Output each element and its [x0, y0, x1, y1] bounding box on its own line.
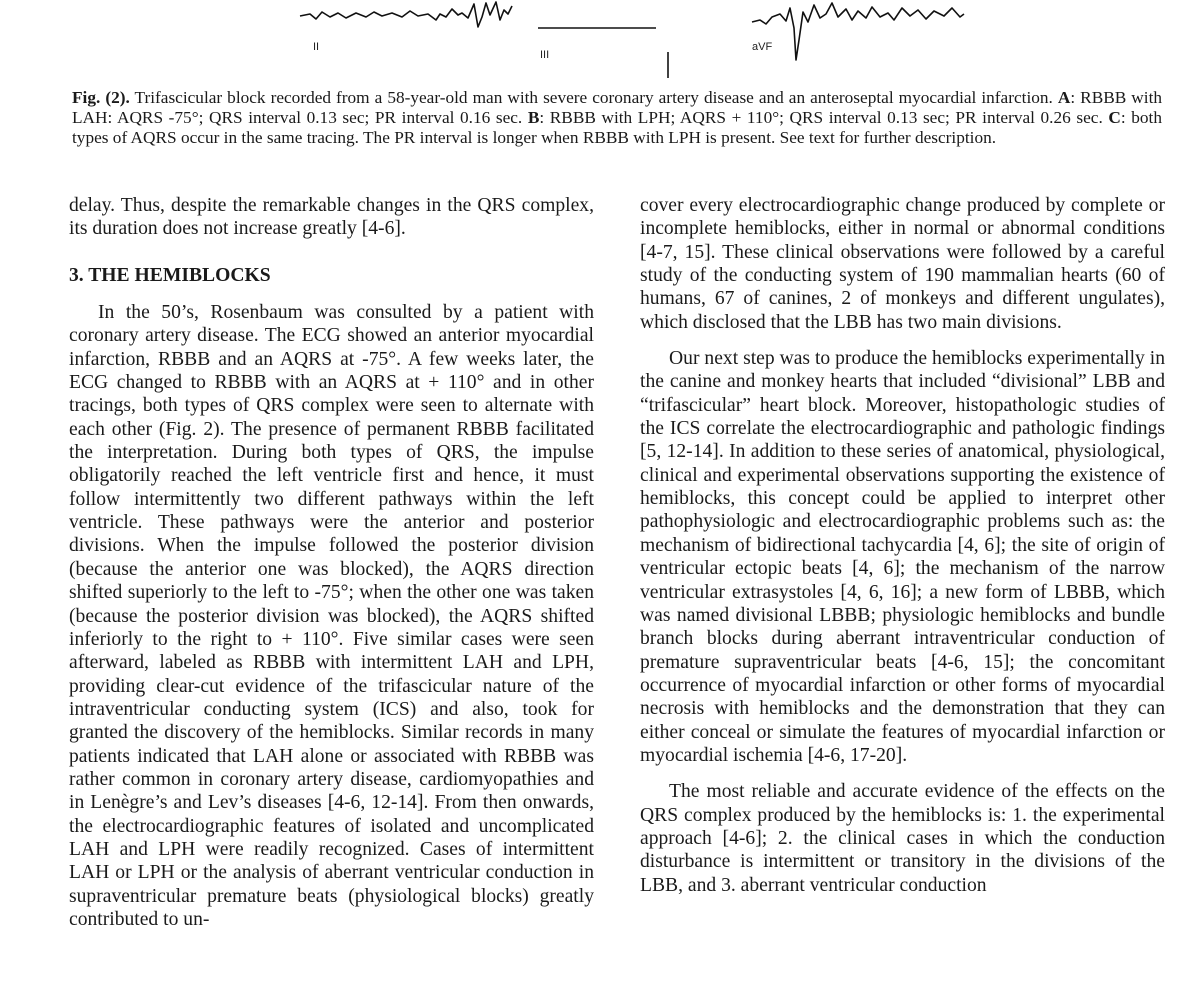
caption-label-c: C — [1108, 108, 1121, 128]
left-continued-paragraph: delay. Thus, despite the remarkable changes in the QRS complex, its duration does not increase greatly [4-6]. — [69, 195, 594, 240]
right-column — [640, 194, 1165, 897]
right-continued-paragraph: cover every electrocardiographic change produced by complete or incomplete hemiblocks, either in normal or abnormal conditions [4-7, 15]. These clinical observations were followed by a careful study of the conducting system of 190 mammalian hearts (60 of humans, 67 of canines, 2 of monkeys and different ungulates), which disclosed that the LBB has two main divisions. — [640, 195, 1165, 333]
section-heading: 3. THE HEMIBLOCKS — [69, 264, 271, 286]
hemiblocks-paragraph-1: In the 50’s, Rosenbaum was consulted by a patient with coronary artery disease. The ECG showed an anterior myocardial infarction, RBBB and an AQRS at -75°. A few weeks later, the ECG changed to RBBB with an AQRS at + 110° and in other tracings, both types of QRS complex were seen to alternate with each other (Fig. 2). The presence of permanent RBBB facilitated the interpretation. During both types of QRS, the impulse obligatorily reached the left ventricle first and hence, it must follow intermittently two different pathways within the left ventricle. These pathways were the anterior and posterior divisions. When the impulse followed the posterior division (because the anterior one was blocked), the AQRS direction shifted superiorly to the left to -75°; when the other one was taken (because the posterior division was blocked), the AQRS shifted inferiorly to the right to + 110°. Five similar cases were seen afterward, labeled as RBBB with intermittent LAH and LPH, providing clear-cut evidence of the trifascicular nature of the intraventricular conducting system (ICS) and also, took for granted the discovery of the hemiblocks. Similar records in many patients indicated that LAH alone or associated with RBBB was rather common in coronary artery disease, cardiomyopathies and in Lenègre’s and Lev’s diseases [4-6, 12-14]. From then onwards, the electrocardiographic features of isolated and uncomplicated LAH and LPH were readily recognized. Cases of intermittent LAH or LPH or the analysis of aberrant ventricular conduction in supraventricular premature beats (physiological blocks) greatly contributed to un- — [69, 302, 594, 930]
figure-caption — [72, 88, 1162, 149]
caption-text-a: : RBBB with LAH: AQRS -75°; QRS interval 0.13 sec; PR interval 0.16 sec. — [72, 88, 1163, 128]
lead-label-III: III — [540, 49, 550, 61]
hemiblocks-paragraph-2: Our next step was to produce the hemiblocks experimentally in the canine and monkey hearts that included “divisional” LBB and “trifascicular” heart block. Moreover, histopathologic studies of the ICS correlate the electrocardiographic and pathologic findings [5, 12-14]. In addition to these series of anatomical, physiological, clinical and experimental observations supporting the existence of hemiblocks, this concept could be applied to interpret other pathophysiologic and electrocardiographic problems such as: the mechanism of bidirectional tachycardia [4, 6]; the site of origin of ventricular ectopic beats [4, 6]; the mechanism of the narrow ventricular extrasystoles [4, 6, 16]; a new form of LBBB, which was named divisional LBBB; physiologic hemiblocks and bundle branch blocks during aberrant intraventricular conduction of premature supraventricular beats [4-6, 15]; the concomitant occurrence of myocardial infarction or other forms of myocardial necrosis with hemiblocks and the demonstration that they can either conceal or simulate the features of myocardial infarction or myocardial ischemia [4-6, 17-20]. — [640, 348, 1165, 766]
hemiblocks-paragraph-3: The most reliable and accurate evidence of the effects on the QRS complex produced by the hemiblocks is: 1. the experimental approach [4-6]; 2. the clinical cases in which the conduction disturbance is intermittent or transitory in the divisions of the LBB, and 3. aberrant ventricular conduction — [640, 781, 1165, 896]
ecg-trace-lead-II — [300, 2, 512, 27]
lead-label-II: II — [313, 41, 320, 53]
caption-intro: Trifascicular block recorded from a 58-year-old man with severe coronary artery disease and an anteroseptal myocardial infarction. — [129, 88, 1058, 107]
caption-label-a: A — [1057, 88, 1071, 107]
figure-label: Fig. (2). — [72, 88, 130, 107]
caption-text-c: : both types of AQRS occur in the same tracing. The PR interval is longer when RBBB with LPH is present. See text for further description. — [72, 108, 1162, 148]
ecg-trace-lead-aVF — [752, 3, 964, 60]
caption-text-b: : RBBB with LPH; AQRS + 110°; QRS interval 0.13 sec; PR interval 0.26 sec. — [539, 108, 1109, 128]
left-column — [69, 194, 594, 931]
ecg-tracing-figure — [0, 0, 1200, 82]
lead-label-aVF: aVF — [752, 41, 773, 53]
caption-label-b: B — [527, 108, 540, 128]
